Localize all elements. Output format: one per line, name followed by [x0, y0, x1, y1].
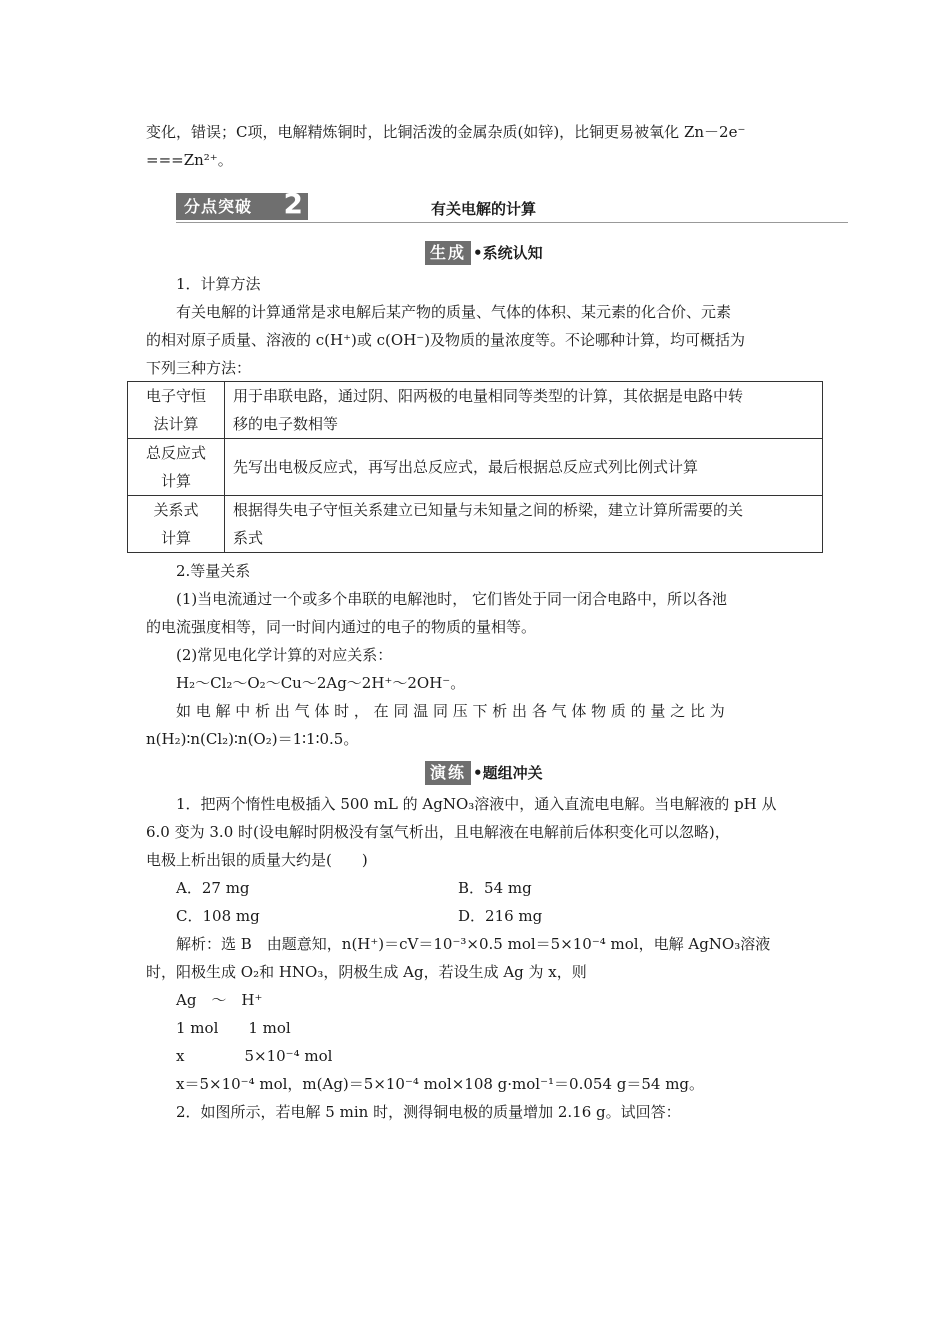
- subheading-box: 演练: [425, 761, 471, 785]
- method-name: [128, 496, 225, 553]
- subheading-practice: [425, 761, 543, 785]
- method-desc-line: 移的电子数相等: [233, 415, 339, 433]
- method-name: [128, 439, 225, 496]
- solution-line-1: 解析：选 B 由题意知，n(H⁺)＝cV＝10⁻³×0.5 mol＝5×10⁻⁴ mol，电解 AgNO₃溶液: [176, 935, 771, 953]
- continued-text-line-2: ===Zn²⁺。: [146, 151, 233, 169]
- method-desc-line: 先写出电极反应式，再写出总反应式，最后根据总反应式列比例式计算: [233, 458, 699, 476]
- solution-line-2: 时，阳极生成 O₂和 HNO₃，阴极生成 Ag，若设生成 Ag 为 x，则: [146, 963, 587, 981]
- method-desc-line: 系式: [233, 529, 264, 547]
- section-title: 有关电解的计算: [431, 200, 537, 218]
- table-row: [128, 382, 823, 439]
- equiv-p1-line-1: (1)当电流通过一个或多个串联的电解池时， 它们皆处于同一闭合电路中，所以各池: [176, 590, 728, 608]
- solution-result: x＝5×10⁻⁴ mol，m(Ag)＝5×10⁻⁴ mol×108 g·mol⁻¹＝0.054 g＝54 mg。: [176, 1075, 705, 1093]
- question-1-line-1: 1．把两个惰性电极插入 500 mL 的 AgNO₃溶液中，通入直流电电解。当电解液的 pH 从: [176, 795, 777, 813]
- method-para-line-1: 有关电解的计算通常是求电解后某产物的质量、气体的体积、某元素的化合价、元素: [176, 303, 732, 321]
- question-2: 2．如图所示，若电解 5 min 时，测得铜电极的质量增加 2.16 g。试回答：: [176, 1103, 681, 1121]
- equiv-p1-line-2: 的电流强度相等，同一时间内通过的电子的物质的量相等。: [146, 618, 537, 636]
- section-tag: [176, 187, 308, 220]
- continued-text-line-1: 变化，错误；C项，电解精炼铜时，比铜活泼的金属杂质(如锌)，比铜更易被氧化 Zn－2e⁻: [146, 123, 746, 141]
- section-tag-label: 分点突破: [184, 197, 253, 216]
- section-header: [176, 187, 848, 223]
- option-a: A．27 mg: [176, 879, 250, 897]
- section-rule: [176, 222, 848, 223]
- method-title: 1．计算方法: [176, 275, 261, 293]
- equiv-gas-line-2: n(H₂)∶n(Cl₂)∶n(O₂)＝1∶1∶0.5。: [146, 730, 359, 748]
- equiv-relation: H₂～Cl₂～O₂～Cu～2Ag～2H⁺～2OH⁻。: [176, 674, 466, 692]
- method-description: [225, 382, 823, 439]
- option-c: C．108 mg: [176, 907, 260, 925]
- method-para-line-2: 的相对原子质量、溶液的 c(H⁺)或 c(OH⁻)及物质的量浓度等。不论哪种计算，均可概括为: [146, 331, 746, 349]
- option-d: D．216 mg: [458, 907, 543, 925]
- method-name-line: 计算: [160, 529, 191, 547]
- methods-table: [127, 381, 823, 553]
- method-name-line: 电子守恒: [145, 387, 206, 405]
- table-row: [128, 496, 823, 553]
- method-name-line: 关系式: [153, 501, 199, 519]
- method-description: [225, 496, 823, 553]
- solution-relation-2: 1 mol 1 mol: [176, 1019, 291, 1037]
- method-desc-line: 根据得失电子守恒关系建立已知量与未知量之间的桥梁，建立计算所需要的关: [233, 501, 744, 519]
- question-1-line-3: 电极上析出银的质量大约是( ): [146, 851, 368, 869]
- option-b: B．54 mg: [458, 879, 532, 897]
- solution-relation-3: x 5×10⁻⁴ mol: [176, 1047, 333, 1065]
- section-tag-number: 2: [283, 187, 304, 220]
- subheading-text: •题组冲关: [473, 764, 543, 782]
- method-name-line: 法计算: [153, 415, 199, 433]
- solution-relation-1: Ag ～ H⁺: [176, 991, 263, 1009]
- equiv-gas-line-1: 如 电 解 中 析 出 气 体 时 ， 在 同 温 同 压 下 析 出 各 气 体 物 质 的 量 之 比 为: [176, 702, 725, 720]
- question-1-line-2: 6.0 变为 3.0 时(设电解时阴极没有氢气析出，且电解液在电解前后体积变化可以忽略)，: [146, 823, 730, 841]
- method-description: [225, 439, 823, 496]
- method-name-line: 总反应式: [145, 444, 206, 462]
- subheading-box: 生成: [425, 241, 471, 265]
- table-row: [128, 439, 823, 496]
- subheading-text: •系统认知: [473, 244, 543, 262]
- method-name-line: 计算: [160, 472, 191, 490]
- method-desc-line: 用于串联电路，通过阴、阳两极的电量相同等类型的计算，其依据是电路中转: [233, 387, 744, 405]
- subheading-generation: [425, 241, 543, 265]
- equiv-title: 2.等量关系: [176, 562, 251, 580]
- method-para-line-3: 下列三种方法：: [146, 359, 252, 377]
- equiv-p2: (2)常见电化学计算的对应关系：: [176, 646, 393, 664]
- method-name: [128, 382, 225, 439]
